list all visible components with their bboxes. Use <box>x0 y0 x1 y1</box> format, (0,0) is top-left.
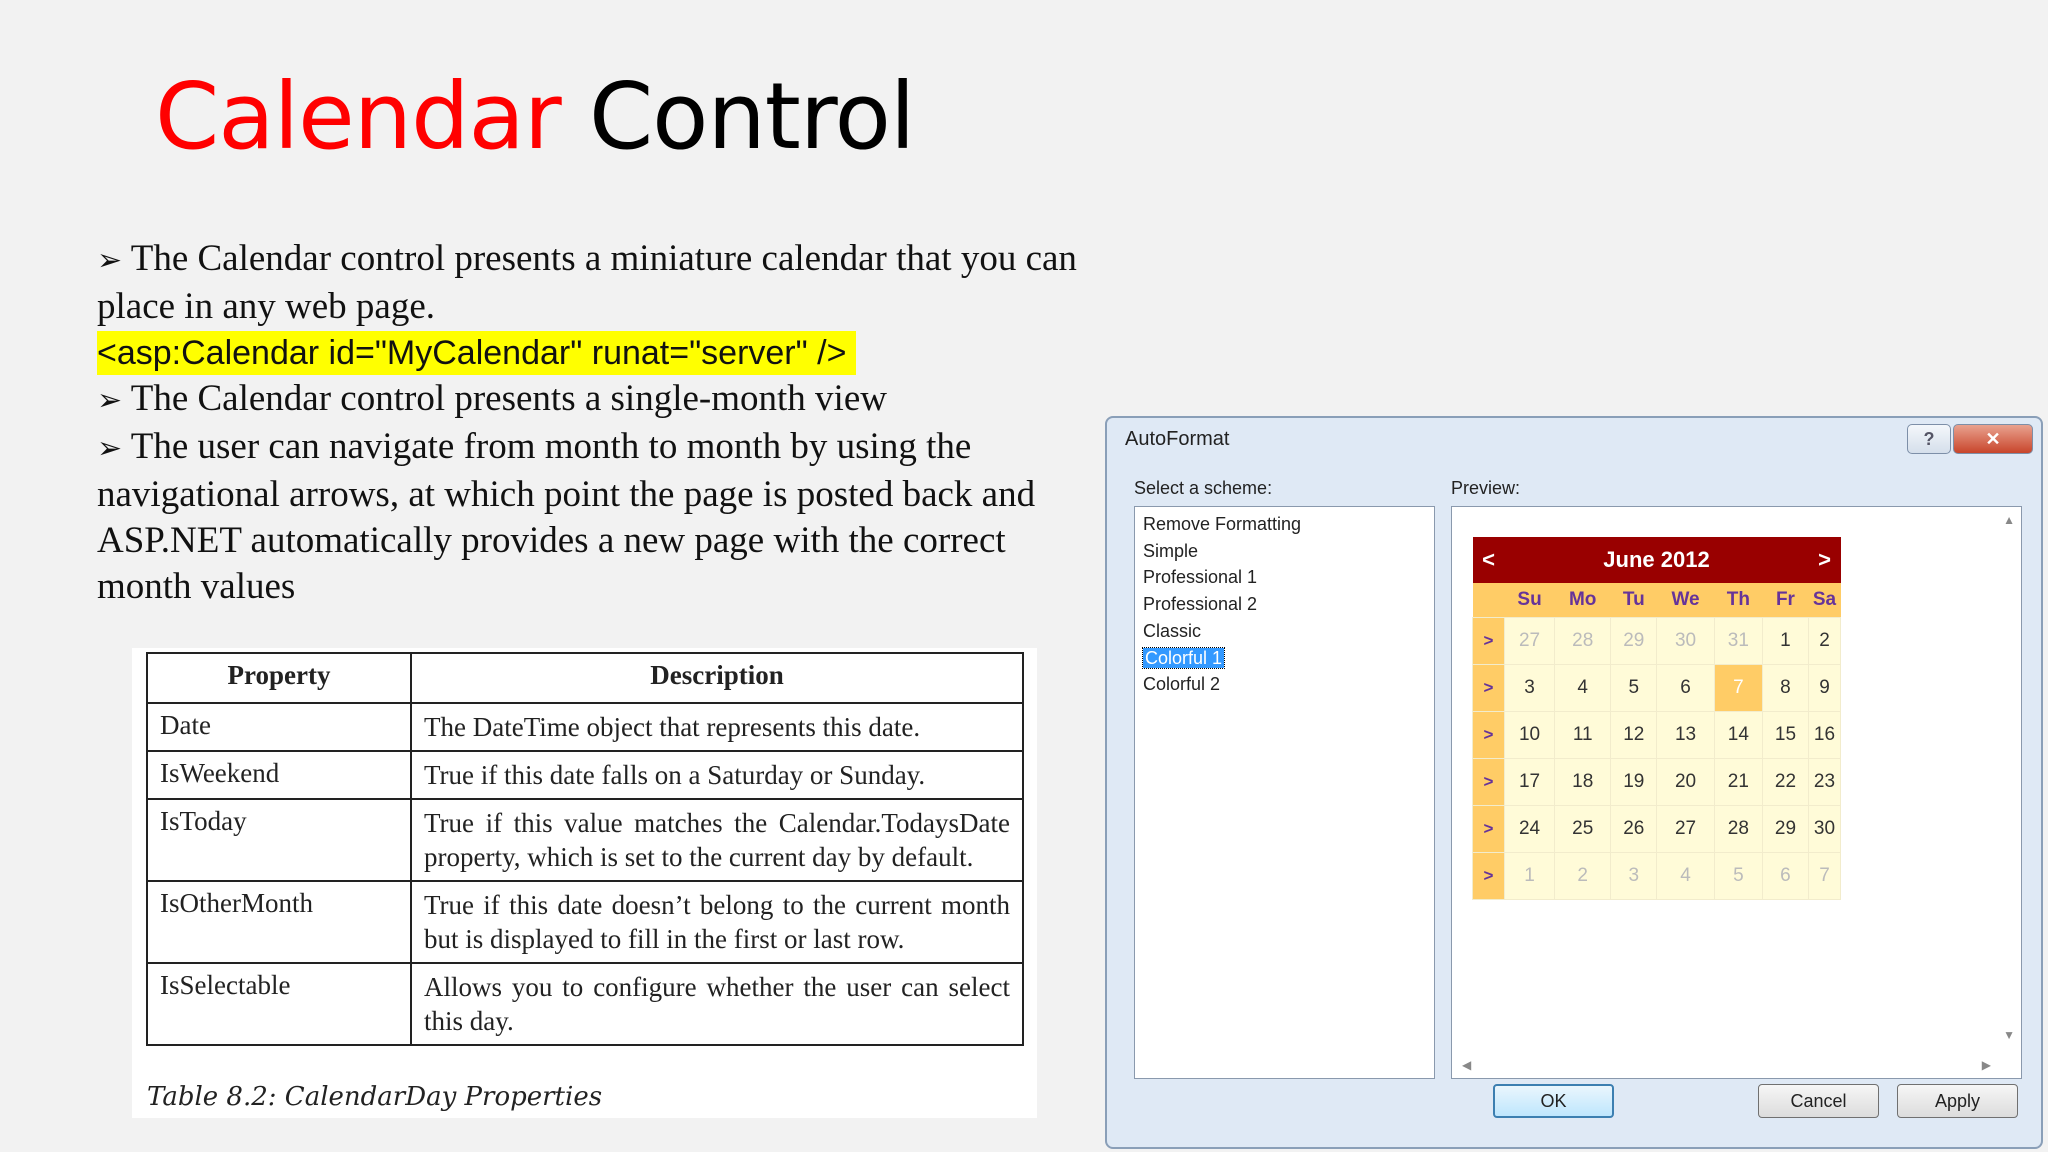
calendar-day-other-month[interactable]: 2 <box>1555 853 1611 900</box>
week-selector-link[interactable]: > <box>1473 665 1505 712</box>
header-property: Property <box>147 653 411 703</box>
dow-header: Th <box>1714 583 1762 618</box>
calendar-day-other-month[interactable]: 29 <box>1611 618 1657 665</box>
calendar-day[interactable]: 16 <box>1809 712 1841 759</box>
bullet-1-text: The Calendar control presents a miniature calendar that you can place in any web page. <box>97 238 1077 327</box>
title-red: Calendar <box>155 63 561 170</box>
arrow-bullet-icon: ➢ <box>97 243 123 278</box>
calendar-day-other-month[interactable]: 27 <box>1505 618 1555 665</box>
scheme-item[interactable]: Simple <box>1143 540 1199 561</box>
calendar-day[interactable]: 30 <box>1809 806 1841 853</box>
cell-property: Date <box>147 703 411 751</box>
dow-header: Su <box>1505 583 1555 618</box>
preview-pane <box>1451 506 2022 1079</box>
scheme-label: Select a scheme: <box>1134 478 1273 498</box>
calendar-day[interactable]: 29 <box>1762 806 1808 853</box>
calendar-day[interactable]: 18 <box>1555 759 1611 806</box>
calendar-day-other-month[interactable]: 5 <box>1714 853 1762 900</box>
bullet-2-text: The Calendar control presents a single-month view <box>130 378 887 419</box>
table-row <box>147 799 1023 881</box>
dow-header: Mo <box>1555 583 1611 618</box>
calendar-day[interactable]: 15 <box>1762 712 1808 759</box>
calendar-day-today[interactable]: 7 <box>1714 665 1762 712</box>
bullet-2 <box>97 376 1087 424</box>
next-month-link[interactable]: > <box>1809 537 1841 583</box>
table-row <box>147 703 1023 751</box>
calendar-day[interactable]: 12 <box>1611 712 1657 759</box>
code-snippet: <asp:Calendar id="MyCalendar" runat="server" /> <box>97 331 856 375</box>
calendar-day-other-month[interactable]: 30 <box>1657 618 1715 665</box>
calendar-week-row <box>1473 853 1841 900</box>
calendar-day[interactable]: 23 <box>1809 759 1841 806</box>
calendar-day-other-month[interactable]: 3 <box>1611 853 1657 900</box>
autoformat-dialog <box>1105 416 2043 1149</box>
calendar-day-other-month[interactable]: 28 <box>1555 618 1611 665</box>
calendar-day[interactable]: 13 <box>1657 712 1715 759</box>
calendar-title-row <box>1473 537 1841 583</box>
calendar-day[interactable]: 17 <box>1505 759 1555 806</box>
preview-label: Preview: <box>1451 478 1521 498</box>
calendar-day[interactable]: 19 <box>1611 759 1657 806</box>
dow-header: We <box>1657 583 1715 618</box>
scheme-item-selected[interactable]: Colorful 1 <box>1145 647 1223 668</box>
calendar-day-other-month[interactable]: 4 <box>1657 853 1715 900</box>
bullet-3-text: The user can navigate from month to month by using the navigational arrows, at which point the page is posted back and ASP.NET automatically provides a new page with the correct month values <box>97 426 1036 607</box>
apply-button[interactable]: Apply <box>1897 1084 2018 1118</box>
cell-property: IsToday <box>147 799 411 881</box>
table-row <box>147 881 1023 963</box>
dialog-title: AutoFormat <box>1125 428 1230 450</box>
calendar-day[interactable]: 26 <box>1611 806 1657 853</box>
dow-header: Fr <box>1762 583 1808 618</box>
cell-description: True if this date doesn’t belong to the current month but is displayed to fill in the first or last row. <box>411 881 1023 963</box>
code-line <box>97 330 1087 376</box>
calendar-day[interactable]: 8 <box>1762 665 1808 712</box>
slide-body <box>97 236 1087 610</box>
help-button[interactable]: ? <box>1907 424 1951 454</box>
prev-month-link[interactable]: < <box>1473 537 1505 583</box>
calendar-day[interactable]: 27 <box>1657 806 1715 853</box>
calendar-day[interactable]: 20 <box>1657 759 1715 806</box>
calendar-day[interactable]: 1 <box>1762 618 1808 665</box>
calendar-day[interactable]: 5 <box>1611 665 1657 712</box>
calendar-day-other-month[interactable]: 1 <box>1505 853 1555 900</box>
day-of-week-row <box>1473 583 1841 618</box>
scroll-down-icon[interactable]: ▼ <box>2003 1028 2015 1042</box>
scheme-item[interactable]: Classic <box>1143 620 1202 641</box>
calendar-day[interactable]: 24 <box>1505 806 1555 853</box>
scheme-item[interactable]: Professional 1 <box>1143 567 1258 588</box>
calendar-week-row <box>1473 665 1841 712</box>
week-selector-link[interactable]: > <box>1473 806 1505 853</box>
dow-header: Sa <box>1809 583 1841 618</box>
properties-table-image <box>132 648 1037 1118</box>
arrow-bullet-icon: ➢ <box>97 431 123 466</box>
calendar-day-other-month[interactable]: 7 <box>1809 853 1841 900</box>
table-row <box>147 751 1023 799</box>
arrow-bullet-icon: ➢ <box>97 383 123 418</box>
calendar-week-row <box>1473 618 1841 665</box>
bullet-3 <box>97 424 1087 610</box>
close-button[interactable]: ✕ <box>1953 424 2033 454</box>
calendar-day[interactable]: 9 <box>1809 665 1841 712</box>
scheme-listbox[interactable] <box>1134 506 1435 1079</box>
table-caption: Table 8.2: CalendarDay Properties <box>147 1082 603 1112</box>
scroll-right-icon[interactable]: ▶ <box>1981 1058 1991 1072</box>
cancel-button[interactable]: Cancel <box>1758 1084 1879 1118</box>
calendar-week-row <box>1473 759 1841 806</box>
week-selector-link[interactable]: > <box>1473 618 1505 665</box>
week-selector-link[interactable]: > <box>1473 853 1505 900</box>
calendar-day-other-month[interactable]: 6 <box>1762 853 1808 900</box>
calendar-preview <box>1472 537 1841 900</box>
scroll-up-icon[interactable]: ▲ <box>2003 513 2015 527</box>
calendar-month-label: June 2012 <box>1505 537 1809 583</box>
calendar-day[interactable]: 11 <box>1555 712 1611 759</box>
week-selector-header <box>1473 583 1505 618</box>
table-row <box>147 963 1023 1045</box>
properties-table <box>146 652 1024 1046</box>
cell-property: IsSelectable <box>147 963 411 1045</box>
cell-property: IsOtherMonth <box>147 881 411 963</box>
calendar-day[interactable]: 6 <box>1657 665 1715 712</box>
cell-description: Allows you to configure whether the user can select this day. <box>411 963 1023 1045</box>
calendar-day[interactable]: 3 <box>1505 665 1555 712</box>
calendar-day-other-month[interactable]: 31 <box>1714 618 1762 665</box>
header-description: Description <box>411 653 1023 703</box>
calendar-day[interactable]: 21 <box>1714 759 1762 806</box>
calendar-day[interactable]: 14 <box>1714 712 1762 759</box>
scheme-item[interactable]: Professional 2 <box>1143 594 1258 615</box>
cell-description: True if this value matches the Calendar.TodaysDate property, which is set to the current day by default. <box>411 799 1023 881</box>
cell-property: IsWeekend <box>147 751 411 799</box>
calendar-day[interactable]: 10 <box>1505 712 1555 759</box>
scroll-left-icon[interactable]: ◀ <box>1462 1058 1472 1072</box>
title-black: Control <box>588 63 915 170</box>
bullet-1 <box>97 236 1087 330</box>
calendar-day[interactable]: 25 <box>1555 806 1611 853</box>
dow-header: Tu <box>1611 583 1657 618</box>
calendar-day[interactable]: 2 <box>1809 618 1841 665</box>
week-selector-link[interactable]: > <box>1473 712 1505 759</box>
week-selector-link[interactable]: > <box>1473 759 1505 806</box>
calendar-day[interactable]: 22 <box>1762 759 1808 806</box>
calendar-day[interactable]: 4 <box>1555 665 1611 712</box>
scheme-item[interactable]: Colorful 2 <box>1143 674 1221 695</box>
cell-description: The DateTime object that represents this date. <box>411 703 1023 751</box>
table-header-row <box>147 653 1023 703</box>
calendar-week-row <box>1473 712 1841 759</box>
calendar-week-row <box>1473 806 1841 853</box>
calendar-day[interactable]: 28 <box>1714 806 1762 853</box>
slide-title <box>155 62 915 172</box>
ok-button[interactable]: OK <box>1493 1084 1614 1118</box>
cell-description: True if this date falls on a Saturday or Sunday. <box>411 751 1023 799</box>
scheme-item[interactable]: Remove Formatting <box>1143 514 1302 534</box>
